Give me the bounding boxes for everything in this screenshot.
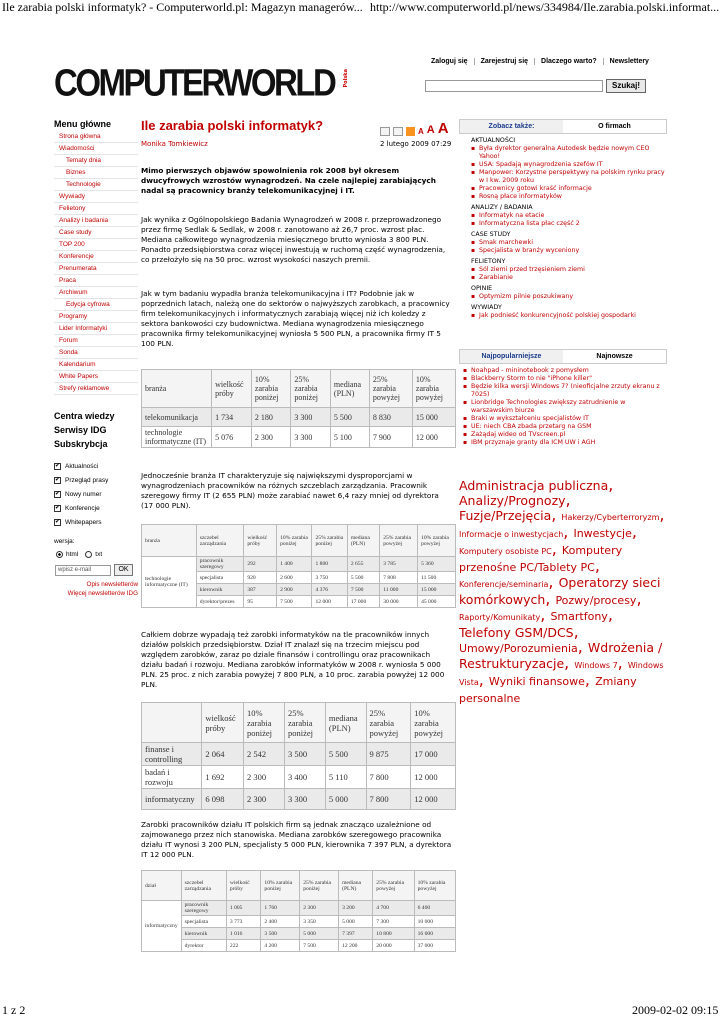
font-small-icon[interactable]: A (418, 127, 424, 136)
table-cell: 1 734 (212, 408, 252, 427)
table-cell: 3 300 (291, 408, 331, 427)
table-cell: 12 000 (411, 789, 456, 810)
subscription-checkbox[interactable] (54, 491, 61, 498)
logo-tag: Polska (343, 69, 349, 88)
see-also-category: AKTUALNOŚCI (471, 137, 516, 144)
print-page: 1 z 2 (2, 1003, 26, 1017)
subscription-label: Przegląd prasy (65, 476, 109, 484)
see-also-link[interactable]: ▪ Była dyrektor generalna Autodesk będzie nowym CEO Yahoo! (471, 145, 667, 161)
table-cell: 12 000 (412, 427, 455, 448)
tag-link[interactable]: Zmiany personalne (459, 675, 637, 705)
table-row (142, 901, 456, 916)
subscription-checkbox[interactable] (54, 505, 61, 512)
email-input[interactable]: wpisz e-mail (55, 565, 111, 576)
table-row (142, 789, 456, 810)
sidebar-item[interactable]: Forum (54, 335, 138, 347)
table-cell: 3 500 (284, 743, 325, 766)
tag-link[interactable]: Umowy/Porozumienia (459, 642, 578, 655)
sidebar-item[interactable]: Tematy dnia (54, 155, 138, 167)
tag-link[interactable]: Windows Vista (459, 661, 664, 687)
table-cell: 37 000 (414, 940, 455, 952)
sidebar-item[interactable]: Lider Informatyki (54, 323, 138, 335)
salary-table-4 (141, 870, 456, 952)
table-cell: 4 376 (312, 584, 347, 596)
tab-about-companies[interactable]: O firmach (563, 120, 666, 133)
table-cell: 5 110 (325, 766, 366, 789)
table-cell: 20 000 (373, 940, 414, 952)
table-row (142, 557, 456, 572)
sidebar-item[interactable]: Wywiady (54, 191, 138, 203)
table-cell: 2 300 (244, 766, 285, 789)
sidebar-item[interactable]: Case study (54, 227, 138, 239)
table-cell: 2 064 (202, 743, 244, 766)
table-cell: 7 900 (369, 427, 412, 448)
table-header-row (142, 525, 456, 557)
tab-see-also[interactable]: Zobacz także: (460, 120, 563, 133)
logo-text: COMPUTERWORLD (54, 61, 335, 104)
see-also-link[interactable]: ▪ Sól ziemi przed trzęsieniem ziemi (471, 266, 667, 274)
table-cell: 4 200 (261, 940, 300, 952)
table-header-cell: 10% zarabia powyżej (418, 525, 456, 557)
salary-table-1 (141, 369, 456, 448)
table-cell: 3 200 (339, 901, 373, 916)
table-cell: 920 (244, 572, 277, 584)
sidebar-item[interactable]: Edycja cyfrowa (54, 299, 138, 311)
table-cell: 2 300 (244, 789, 285, 810)
table-header-cell: mediana (PLN) (330, 370, 369, 408)
table-cell: 2 300 (251, 427, 291, 448)
tag-link[interactable]: Inwestycje (573, 527, 632, 540)
table-cell: 2 180 (251, 408, 291, 427)
salary-table-3 (141, 702, 456, 810)
table-cell: kierownik (181, 928, 226, 940)
tag-link[interactable]: Konferencje/seminaria (459, 580, 549, 589)
table-header-cell: 10% zarabia powyżej (414, 871, 455, 901)
see-also-list (471, 134, 667, 320)
tag-link[interactable]: Raporty/Komunikaty (459, 613, 541, 622)
subscription-row (54, 515, 138, 529)
subscription-row (54, 473, 138, 487)
table-cell: 11 500 (418, 572, 456, 584)
table-cell: technologie informatyczne (IT) (142, 427, 212, 448)
table-cell: 1 692 (202, 766, 244, 789)
table-cell: 17 000 (347, 596, 379, 608)
print-title: Ile zarabia polski informatyk? - Computerworld.pl: Magazyn managerów... (2, 0, 363, 14)
table-row (142, 408, 456, 427)
tag-link[interactable]: Smartfony (550, 610, 608, 623)
table-header-cell: mediana (PLN) (339, 871, 373, 901)
see-also-link[interactable]: ▪ Rosną płace informatyków (471, 193, 667, 201)
print-url: http://www.computerworld.pl/news/334984/Ile.zarabia.polski.informat... (370, 0, 720, 14)
tag-link[interactable]: Komputery przenośne PC/Tablety PC (459, 544, 623, 574)
table-cell: 1 016 (226, 928, 261, 940)
popular-link[interactable]: ▪ Noahpad - mininotebook z pomysłem (463, 367, 667, 375)
ok-button[interactable]: OK (114, 564, 133, 576)
tab-popular[interactable]: Najpopularniejsze (460, 350, 563, 363)
popular-list (463, 367, 667, 447)
table-cell: 7 500 (347, 584, 379, 596)
top-nav (425, 58, 655, 65)
table-cell: 3 785 (380, 557, 418, 572)
article-paragraph-2: Jak w tym badaniu wypadła branża telekomunikacyjna i IT? Podobnie jak w poprzednich latach, należą one do sektorów o najwyższych zarobkach, a pracownicy firm telekomunikacyjnych i informatycznych zarabiają więcej niż ich koledzy z sektora bankowości czy budownictwa. Mediana wynagrodzenia miesięcznego pracownika firmy telekomunikacyjnej wyniosła 5 500 PLN, a pracownika firmy IT 5 100 PLN. (141, 289, 450, 349)
see-also-category: OPINIE (471, 285, 493, 292)
tag-link[interactable]: Informacje o inwestycjach (459, 530, 564, 539)
search-button[interactable]: Szukaj! (606, 79, 646, 93)
tag-cloud: Administracja publiczna, Analizy/Prognozy, Fuzje/Przejęcia, Hakerzy/Cyberterroryzm, Informacje o inwestycjach, Inwestycje, Komputery osobiste PC, Komputery przenośne PC/Tablety PC, Konferencje/seminaria, Operatorzy sieci komórkowych, Pozwy/procesy, Raporty/Komunikaty, Smartfony, Telefony GSM/DCS, Umowy/Porozumienia, Wdrożenia / Restrukturyzacje, Windows 7, Windows Vista, Wyniki finansowe, Zmiany personalne (459, 475, 665, 705)
table-header-cell: mediana (PLN) (325, 703, 366, 743)
section-serwisy-idg[interactable]: Serwisy IDG (54, 425, 107, 435)
search-input[interactable] (425, 80, 603, 92)
table-cell: 15 000 (418, 584, 456, 596)
more-newsletters-link[interactable]: Więcej newsletterów IDG (67, 590, 138, 597)
table-cell: 45 000 (418, 596, 456, 608)
email-icon[interactable] (380, 127, 390, 136)
table-row (142, 940, 456, 952)
table-cell: 5 360 (418, 557, 456, 572)
table-header-row (142, 871, 456, 901)
popular-link[interactable]: ▪ Zażądaj wideo od TVscreen.pl (463, 431, 667, 439)
article-tools (380, 121, 449, 136)
table-row (142, 766, 456, 789)
see-also-link[interactable]: ▪ USA: Spadają wynagrodzenia szefów IT (471, 161, 667, 169)
html-label: html (66, 551, 79, 558)
article-paragraph-3: Jednocześnie branża IT charakteryzuje się największymi dysproporcjami w wynagrodzeniach pracowników na różnych szczeblach zarządzania. Pracownik szeregowy firmy IT (2 655 PLN) może zarabiać nawet 6,4 razy mniej od dyrektora (17 000 PLN). (141, 471, 439, 511)
sidebar-item[interactable]: White Papers (54, 371, 138, 383)
tag-link[interactable]: Wdrożenia / Restrukturyzacje (459, 640, 663, 671)
table-cell: 6 400 (414, 901, 455, 916)
sidebar-item[interactable]: Strefy reklamowe (54, 383, 138, 395)
see-also-category: FELIETONY (471, 258, 506, 265)
table-header-cell: 10% zarabia poniżej (244, 703, 285, 743)
see-also-link[interactable]: ▪ Specjalista w branży wyceniony (471, 247, 667, 255)
see-also-link[interactable]: ▪ Pracownicy gotowi kraść informacje (471, 185, 667, 193)
table-cell: 15 000 (412, 408, 455, 427)
table-cell: 9 875 (366, 743, 411, 766)
table-header-cell: wielkość próby (226, 871, 261, 901)
table-cell: 2 655 (347, 557, 379, 572)
article-title: Ile zarabia polski informatyk? (141, 118, 324, 133)
table-group-cell: technologie informatyczne (IT) (142, 557, 197, 608)
table-row (142, 916, 456, 928)
newsletter-desc-link[interactable]: Opis newsletterów (86, 581, 138, 588)
see-also-link[interactable]: ▪ Manpower: Korzystne perspektywy na polskim rynku pracy w I kw. 2009 roku (471, 169, 667, 185)
tag-link[interactable]: Hakerzy/Cyberterroryzm (561, 513, 660, 522)
table-cell: specjalista (181, 916, 226, 928)
table-header-cell: branża (142, 525, 197, 557)
subscription-row (54, 459, 138, 473)
see-also-tabs (459, 119, 667, 134)
article-date: 2 lutego 2009 07:29 (380, 140, 452, 148)
article-author[interactable]: Monika Tomkiewicz (141, 140, 208, 148)
subscription-label: Aktualności (65, 462, 99, 470)
register-link[interactable]: Zarejestruj się (475, 58, 535, 65)
table-cell: 3 500 (261, 928, 300, 940)
tag-link[interactable]: Operatorzy sieci komórkowych (459, 575, 661, 607)
table-cell: 7 397 (339, 928, 373, 940)
table-cell: 2 300 (300, 901, 339, 916)
table-header-cell: 25% zarabia powyżej (366, 703, 411, 743)
table-header-cell: 10% zarabia powyżej (412, 370, 455, 408)
table-cell: 1 005 (226, 901, 261, 916)
html-radio[interactable] (56, 551, 63, 558)
table-cell: 3 300 (284, 789, 325, 810)
table-cell: 11 000 (380, 584, 418, 596)
sidebar-item[interactable]: Felietony (54, 203, 138, 215)
sidebar-item[interactable]: Konferencje (54, 251, 138, 263)
table-cell: 10 800 (373, 928, 414, 940)
table-header-cell: 25% zarabia poniżej (300, 871, 339, 901)
table-header-cell: szczebel zarządzania (196, 525, 244, 557)
subscription-row (54, 487, 138, 501)
table-header-cell (142, 703, 202, 743)
popular-link[interactable]: ▪ UE: niech CBA zbada przetarg na GSM (463, 423, 667, 431)
tag-link[interactable]: Fuzje/Przejęcia (459, 508, 552, 523)
see-also-category: WYWIADY (471, 304, 502, 311)
table-header-cell: 10% zarabia powyżej (411, 703, 456, 743)
subscription-row (54, 501, 138, 515)
table-cell: 292 (244, 557, 277, 572)
rss-icon[interactable] (406, 127, 415, 136)
subscription-list (54, 459, 138, 529)
table-header-cell: wielkość próby (244, 525, 277, 557)
table-cell: specjalista (196, 572, 244, 584)
sidebar-item[interactable]: Sonda (54, 347, 138, 359)
popular-link[interactable]: ▪ Braki w wykształceniu specjalistów IT (463, 415, 667, 423)
table-cell: 7 800 (366, 789, 411, 810)
table-row (142, 928, 456, 940)
table-cell: 8 830 (369, 408, 412, 427)
table-cell: 16 000 (414, 928, 455, 940)
table-row (142, 743, 456, 766)
txt-label: txt (95, 551, 103, 558)
subscription-checkbox[interactable] (54, 463, 61, 470)
section-subskrybcja[interactable]: Subskrybcja (54, 439, 108, 449)
table-header-row (142, 703, 456, 743)
txt-radio[interactable] (85, 551, 92, 558)
table-cell: 10 000 (414, 916, 455, 928)
table-cell: kierownik (196, 584, 244, 596)
article-paragraph-5: Zarobki pracowników działu IT polskich firm są jednak znacząco uzależnione od zajmowanego przez nich stanowiska. Mediana zarobków szeregowego pracownika działu IT wynosi 3 200 PLN, specjalisty 5 000 PLN, kierownika 7 397 PLN, a dyrektora IT 12 000 PLN. (141, 820, 452, 860)
sidebar-item[interactable]: Technologie (54, 179, 138, 191)
sidebar-item[interactable]: Wiadomości (54, 143, 138, 155)
see-also-category: ANALIZY / BADANIA (471, 204, 533, 211)
see-also-link[interactable]: ▪ Optymizm pilnie poszukiwany (471, 293, 667, 301)
table-cell: finanse i controlling (142, 743, 202, 766)
subscription-checkbox[interactable] (54, 519, 61, 526)
table-header-cell: 10% zarabia poniżej (261, 871, 300, 901)
table-cell: 6 098 (202, 789, 244, 810)
version-label: wersja: (54, 538, 75, 545)
table-cell: 2 900 (277, 584, 312, 596)
sidebar-item[interactable]: Programy (54, 311, 138, 323)
table-cell: telekomunikacja (142, 408, 212, 427)
salary-table-2 (141, 524, 456, 608)
table-cell: 12 200 (339, 940, 373, 952)
table-cell: 12 000 (312, 596, 347, 608)
site-logo[interactable] (54, 61, 424, 104)
table-cell: 5 000 (325, 789, 366, 810)
tag-link[interactable]: Administracja publiczna (459, 478, 609, 493)
table-cell: 5 500 (347, 572, 379, 584)
why-link[interactable]: Dlaczego warto? (535, 58, 604, 65)
table-header-cell: 25% zarabia powyżej (380, 525, 418, 557)
table-cell: informatyczny (142, 789, 202, 810)
tab-newest[interactable]: Najnowsze (563, 350, 666, 363)
table-header-cell: szczebel zarządzania (181, 871, 226, 901)
table-header-cell: branża (142, 370, 212, 408)
table-cell: 7 500 (300, 940, 339, 952)
table-cell: pracownik szeregowy (181, 901, 226, 916)
table-cell: 1 760 (261, 901, 300, 916)
popular-link[interactable]: ▪ Lionbridge Technologies zwiększy zatrudnienie w warszawskim biurze (463, 399, 667, 415)
table-cell: 2 542 (244, 743, 285, 766)
table-cell: 5 500 (325, 743, 366, 766)
table-header-cell: mediana (PLN) (347, 525, 379, 557)
sidebar-item[interactable]: Kalendarium (54, 359, 138, 371)
table-cell: badań i rozwoju (142, 766, 202, 789)
sidebar-item[interactable]: Biznes (54, 167, 138, 179)
table-cell: 3 400 (284, 766, 325, 789)
table-header-cell: 25% zarabia poniżej (291, 370, 331, 408)
table-cell: 5 000 (339, 916, 373, 928)
table-cell: 5 500 (330, 408, 369, 427)
table-header-cell: 25% zarabia powyżej (373, 871, 414, 901)
table-cell: 2 400 (261, 916, 300, 928)
sidebar-item[interactable]: Praca (54, 275, 138, 287)
font-large-icon[interactable]: A (437, 120, 449, 137)
print-timestamp: 2009-02-02 09:15 (632, 1003, 719, 1017)
newsletter-links (54, 580, 138, 598)
see-also-link[interactable]: ▪ Smak marchewki (471, 239, 667, 247)
table-cell: dyrektor/prezes (196, 596, 244, 608)
table-header-cell: dział (142, 871, 182, 901)
table-cell: 3 773 (226, 916, 261, 928)
table-cell: 30 000 (380, 596, 418, 608)
table-cell: 5 100 (330, 427, 369, 448)
table-cell: 12 000 (411, 766, 456, 789)
table-header-cell: 10% zarabia poniżej (277, 525, 312, 557)
popular-link[interactable]: ▪ Będzie kilka wersji Windows 7? (nieoficjalne zrzuty ekranu z 7025) (463, 383, 667, 399)
table-cell: 222 (226, 940, 261, 952)
article-paragraph-1: Jak wynika z Ogólnopolskiego Badania Wynagrodzeń w 2008 r. przeprowadzonego przez firmę Sedlak & Sedlak, w 2008 r. zanotowano aż 26,7 proc. wzrost płac. Mediana całkowitego wynagrodzenia miesięcznego brutto wyniosła 3 800 PLN. Ponadto przedsiębiorstwa coraz więcej inwestują w ruchomą część wynagrodzenia, co przełożyło się na 50 proc. wzrost wysokości naszych premii. (141, 215, 446, 265)
table-cell: 3 300 (291, 427, 331, 448)
see-also-category: CASE STUDY (471, 231, 511, 238)
tag-link[interactable]: Analizy/Prognozy (459, 493, 566, 508)
version-options (56, 551, 102, 558)
menu-title: Menu główne (54, 119, 111, 129)
popular-link[interactable]: ▪ Blackberry Storm to nie "iPhone killer" (463, 375, 667, 383)
see-also-link[interactable]: ▪ Zarabianie (471, 274, 667, 282)
table-cell: pracownik szeregowy (196, 557, 244, 572)
table-header-cell: 25% zarabia poniżej (284, 703, 325, 743)
table-cell: 7 808 (380, 572, 418, 584)
table-cell: 3 350 (300, 916, 339, 928)
popular-tabs (459, 349, 667, 364)
article-lead: Mimo pierwszych objawów spowolnienia rok 2008 był okresem dwucyfrowych wzrostów wynagrodzeń. Na czele najlepiej zarabiających nadal są pracownicy branży telekomunikacyjnej i IT. (141, 166, 436, 196)
table-group-cell: informatyczny (142, 901, 182, 952)
tag-link[interactable]: Windows 7 (574, 661, 618, 670)
see-also-link[interactable]: ▪ Informatyczna lista płac część 2 (471, 220, 667, 228)
table-cell: 2 600 (277, 572, 312, 584)
table-cell: 17 000 (411, 743, 456, 766)
table-cell: 3 750 (312, 572, 347, 584)
table-header-cell: wielkość próby (202, 703, 244, 743)
table-header-cell: wielkość próby (212, 370, 252, 408)
tag-link[interactable]: Wyniki finansowe (488, 675, 585, 688)
table-cell: 5 076 (212, 427, 252, 448)
newsletters-link[interactable]: Newslettery (609, 58, 649, 65)
print-icon[interactable] (393, 127, 403, 136)
section-centra-wiedzy[interactable]: Centra wiedzy (54, 411, 115, 421)
table-cell: 7 300 (373, 916, 414, 928)
table-cell: 387 (244, 584, 277, 596)
login-link[interactable]: Zaloguj się (425, 58, 475, 65)
subscription-label: Nowy numer (65, 490, 102, 498)
sidebar-item[interactable]: TOP 200 (54, 239, 138, 251)
sidebar-menu (54, 131, 138, 395)
tag-link[interactable]: Telefony GSM/DCS (459, 625, 574, 640)
table-cell: 1 400 (277, 557, 312, 572)
popular-link[interactable]: ▪ IBM przyznaje granty dla ICM UW i AGH (463, 439, 667, 447)
see-also-link[interactable]: ▪ Informatyk na etacie (471, 212, 667, 220)
sidebar-item[interactable]: Strona główna (54, 131, 138, 143)
tag-link[interactable]: Komputery osobiste PC (459, 547, 552, 556)
see-also-link[interactable]: ▪ Jak podnieść konkurencyjność polskiej gospodarki (471, 312, 667, 320)
table-cell: 7 500 (277, 596, 312, 608)
sidebar-item[interactable]: Prenumerata (54, 263, 138, 275)
subscription-checkbox[interactable] (54, 477, 61, 484)
table-cell: 7 800 (366, 766, 411, 789)
table-row (142, 427, 456, 448)
table-header-cell: 10% zarabia poniżej (251, 370, 291, 408)
table-cell: dyrektor (181, 940, 226, 952)
table-cell: 5 000 (300, 928, 339, 940)
table-header-row (142, 370, 456, 408)
table-cell: 4 700 (373, 901, 414, 916)
table-cell: 1 800 (312, 557, 347, 572)
article-paragraph-4: Całkiem dobrze wypadają też zarobki informatyków na tle pracowników innych działów polskich przedsiębiorstw. Dział IT znalazł się na trzecim miejscu pod względem zarobków, zaraz po dziale finansów i controllingu oraz pracownikach działu badań i rozwoju. Mediana zarobków informatyków w 2008 r. wyniosła 5 000 PLN. 25 proc. z nich zarabia powyżej 7 800 PLN, a 10 proc. zarabia powyżej 12 000 PLN. (141, 630, 445, 690)
subscription-label: Konferencje (65, 504, 100, 512)
tag-link[interactable]: Pozwy/procesy (555, 594, 637, 607)
table-header-cell: 25% zarabia poniżej (312, 525, 347, 557)
table-header-cell: 25% zarabia powyżej (369, 370, 412, 408)
font-medium-icon[interactable]: A (426, 124, 435, 136)
sidebar-item[interactable]: Archiwum (54, 287, 138, 299)
sidebar-item[interactable]: Analizy i badania (54, 215, 138, 227)
table-cell: 95 (244, 596, 277, 608)
subscription-label: Whitepapers (65, 518, 102, 526)
